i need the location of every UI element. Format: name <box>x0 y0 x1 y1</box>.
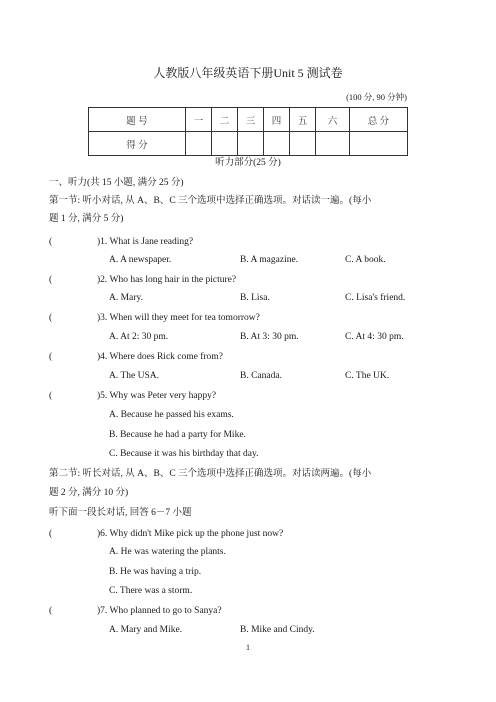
q5-option-a: A. Because he passed his exams. <box>109 410 234 420</box>
score-cell: 得 分 <box>89 132 186 156</box>
section2-subinstruction: 听下面一段长对话, 回答 6－7 小题 <box>49 508 192 518</box>
score-cell: 六 <box>316 108 350 132</box>
q3-option-c: C. At 4: 30 pm. <box>345 332 404 342</box>
q2-option-a: A. Mary. <box>109 293 143 303</box>
score-blank <box>238 132 264 156</box>
section1-instruction: 第一节: 听小对话, 从 A、B、C 三个选项中选择正确选项。对话读一遍。(每小 <box>49 196 372 206</box>
q6-option-a: A. He was watering the plants. <box>109 547 226 557</box>
q4-option-b: B. Canada. <box>240 371 282 381</box>
score-cell: 总 分 <box>350 108 408 132</box>
page-number: 1 <box>246 643 250 652</box>
score-table <box>88 107 408 156</box>
score-cell: 题 号 <box>89 108 186 132</box>
answer-paren: ( <box>49 313 53 323</box>
q2-option-b: B. Lisa. <box>240 293 270 303</box>
score-blank <box>290 132 316 156</box>
q3-option-b: B. At 3: 30 pm. <box>240 332 299 342</box>
part-heading: 一、听力(共 15 小题, 满分 25 分) <box>49 178 184 188</box>
q1-option-a: A. A newspaper. <box>109 255 172 265</box>
question-4: )4. Where does Rick come from? <box>97 352 223 362</box>
section2-instruction-cont: 题 2 分, 满分 10 分) <box>49 488 129 498</box>
score-table-score-row <box>89 132 408 156</box>
q5-option-c: C. Because it was his birthday that day. <box>109 449 259 459</box>
score-blank <box>186 132 212 156</box>
score-cell: 四 <box>264 108 290 132</box>
q5-option-b: B. Because he had a party for Mike. <box>109 430 246 440</box>
q7-option-b: B. Mike and Cindy. <box>240 625 315 635</box>
document-title: 人教版八年级英语下册Unit 5 测试卷 <box>153 66 343 80</box>
q4-option-a: A. The USA. <box>109 371 159 381</box>
score-cell: 五 <box>290 108 316 132</box>
question-6: )6. Why didn't Mike pick up the phone just now? <box>97 529 284 539</box>
answer-paren: ( <box>49 352 53 362</box>
score-blank <box>316 132 350 156</box>
answer-paren: ( <box>49 275 53 285</box>
question-7: )7. Who planned to go to Sanya? <box>97 606 222 616</box>
score-table-header-row <box>89 108 408 132</box>
q7-option-a: A. Mary and Mike. <box>109 625 183 635</box>
section1-instruction-cont: 题 1 分, 满分 5 分) <box>49 214 124 224</box>
q2-option-c: C. Lisa's friend. <box>345 293 406 303</box>
answer-paren: ( <box>49 529 53 539</box>
question-2: )2. Who has long hair in the picture? <box>97 275 237 285</box>
score-cell: 一 <box>186 108 212 132</box>
question-1: )1. What is Jane reading? <box>97 237 194 247</box>
answer-paren: ( <box>49 237 53 247</box>
question-5: )5. Why was Peter very happy? <box>97 391 217 401</box>
question-3: )3. When will they meet for tea tomorrow? <box>97 313 260 323</box>
score-blank <box>264 132 290 156</box>
q6-option-c: C. There was a storm. <box>109 586 193 596</box>
answer-paren: ( <box>49 606 53 616</box>
q3-option-a: A. At 2: 30 pm. <box>109 332 169 342</box>
score-blank <box>212 132 238 156</box>
section2-instruction: 第二节: 听长对话, 从 A、B、C 三个选项中选择正确选项。对话读两遍。(每小 <box>49 469 372 479</box>
q1-option-b: B. A magazine. <box>240 255 299 265</box>
q4-option-c: C. The UK. <box>345 371 390 381</box>
section-heading: 听力部分(25 分) <box>215 158 281 168</box>
exam-meta: (100 分, 90 分钟) <box>346 92 407 102</box>
score-cell: 三 <box>238 108 264 132</box>
score-cell: 二 <box>212 108 238 132</box>
answer-paren: ( <box>49 391 53 401</box>
q1-option-c: C. A book. <box>345 255 386 265</box>
score-blank <box>350 132 408 156</box>
q6-option-b: B. He was having a trip. <box>109 567 202 577</box>
